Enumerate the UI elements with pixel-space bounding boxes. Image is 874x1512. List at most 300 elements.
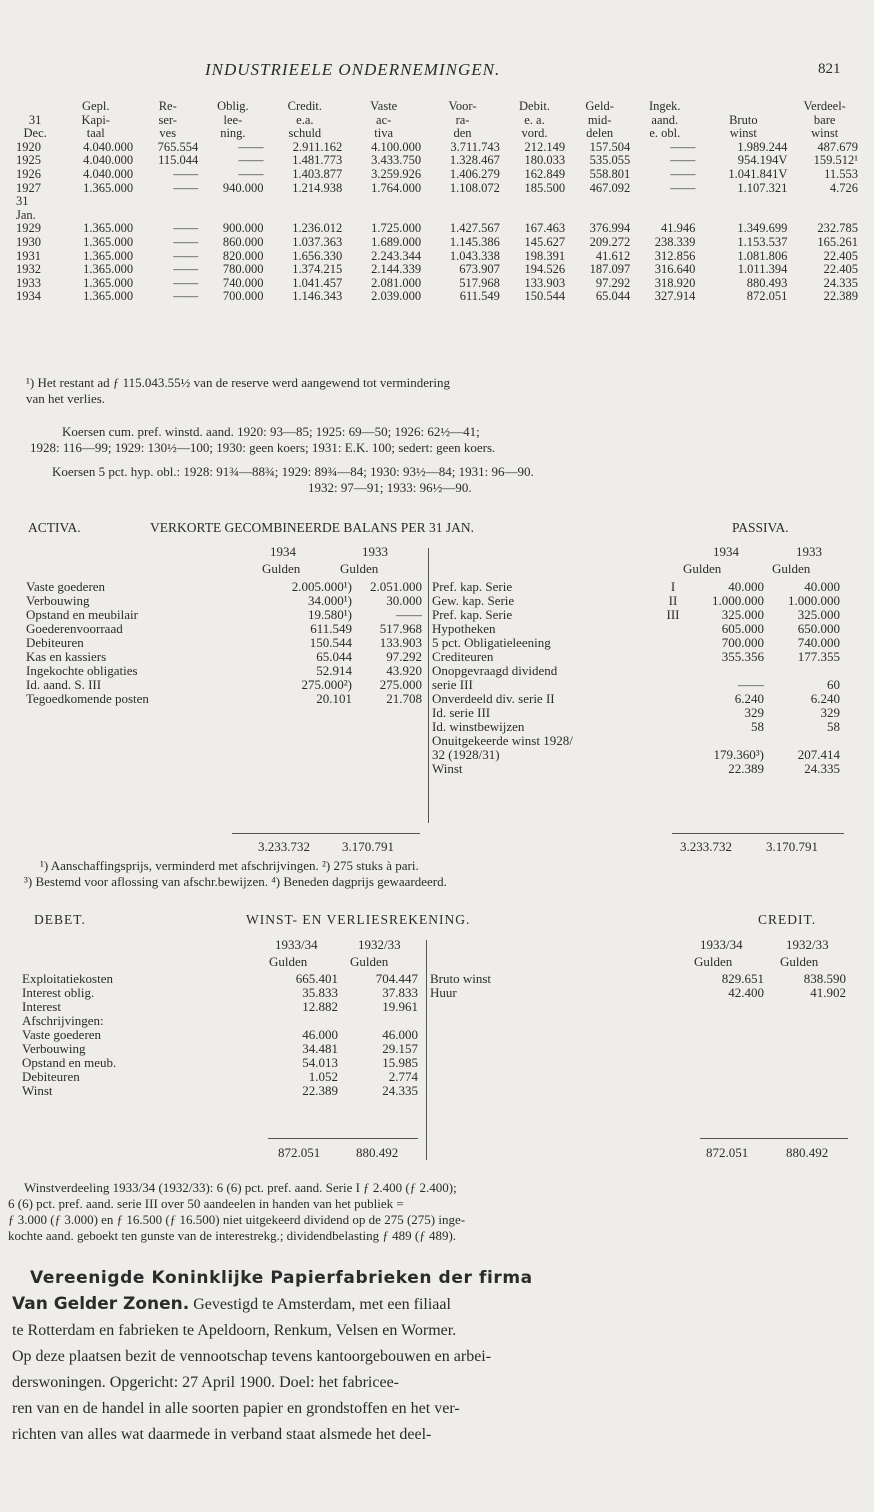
pl-credit-row [428, 972, 848, 986]
stats-cell: 2.039.000 [371, 289, 422, 304]
stats-cell: 318.920 [654, 275, 696, 290]
pl-title: WINST- EN VERLIESREKENING. [246, 912, 471, 927]
stats-cell: 150.544 [524, 289, 566, 304]
pl-debet-label: Interest [22, 999, 61, 1014]
pl-debet-table [20, 972, 420, 1098]
stats-cell: 1932 [16, 262, 41, 277]
activa-label: Verbouwing [26, 593, 90, 608]
page-header-title: INDUSTRIEELE ONDERNEMINGEN. [205, 60, 501, 79]
passiva-value-1933 [766, 664, 842, 678]
passiva-label: Gew. kap. Serie [432, 593, 515, 608]
pl-debet-total-b: 880.492 [356, 1145, 399, 1160]
stats-row [14, 141, 860, 155]
stats-header-cell: ac- [376, 112, 392, 127]
stats-cell: 41.946 [660, 221, 696, 236]
stats-cell: 22.405 [823, 248, 858, 263]
balance-left-year-2: 1933 [362, 544, 388, 559]
pl-debet-label: DEBET. [34, 912, 86, 927]
stats-header-cell: e.a. [296, 112, 314, 127]
pl-credit-label: CREDIT. [758, 912, 817, 927]
activa-row [24, 650, 424, 664]
stats-cell: 159.512¹ [813, 153, 858, 168]
activa-value-1933: 43.920 [386, 663, 422, 678]
passiva-value-1934 [690, 664, 766, 678]
stats-cell: 1.365.000 [83, 234, 134, 249]
pl-debet-value-a: 35.833 [302, 985, 338, 1000]
stats-cell: 872.051 [746, 289, 788, 304]
pl-credit-value-a: 829.651 [721, 971, 764, 986]
balance-left-unit-2: Gulden [340, 561, 379, 576]
stats-row [14, 168, 860, 182]
stats-header-cell: aand. [651, 112, 679, 127]
stats-cell: 1.041.457 [292, 275, 343, 290]
stats-cell: 1.107.321 [737, 180, 788, 195]
activa-row [24, 678, 424, 692]
stats-cell: —— [173, 234, 199, 249]
passiva-value-1934: 325.000 [721, 607, 764, 622]
stats-cell: 4.040.000 [83, 139, 134, 154]
stats-cell: 780.000 [222, 262, 264, 277]
stats-cell: 2.144.339 [371, 262, 422, 277]
passiva-row [430, 720, 842, 734]
stats-cell: 1.108.072 [449, 180, 500, 195]
stats-header-cell: Bruto [729, 112, 758, 127]
stats-cell: 1930 [16, 234, 41, 249]
stats-header-cell: schuld [288, 126, 322, 141]
passiva-label: Onuitgekeerde winst 1928/ [432, 733, 573, 748]
stats-header-row [14, 100, 860, 114]
activa-row [24, 622, 424, 636]
passiva-value-1934: 6.240 [734, 691, 764, 706]
stats-header-cell: delen [586, 126, 614, 141]
passiva-value-1933 [766, 734, 842, 748]
page-number: 821 [818, 61, 841, 77]
stats-header-cell: taal [86, 126, 105, 141]
stats-cell: 1934 [16, 289, 41, 304]
stats-cell: 162.849 [524, 166, 566, 181]
stats-cell: 3.711.743 [450, 139, 500, 154]
passiva-row [430, 734, 842, 748]
passiva-serie: III [666, 607, 680, 622]
pl-credit-value-a: 42.400 [728, 985, 764, 1000]
stats-cell: 1.153.537 [737, 234, 788, 249]
stats-cell: —— [670, 139, 696, 154]
pl-debet-value-b: 29.157 [382, 1041, 418, 1056]
stats-cell: 198.391 [524, 248, 566, 263]
pl-debet-row [20, 1084, 420, 1098]
stats-header-row [14, 114, 860, 128]
stats-cell: 1926 [16, 166, 41, 181]
stats-row [14, 222, 860, 236]
stats-header-cell: mid- [587, 112, 612, 127]
activa-value-1934: 65.044 [316, 649, 352, 664]
stats-header-cell: winst [729, 126, 757, 141]
winstverdeeling-line-4: kochte aand. geboekt ten gunste van de interestrekg.; dividendbelasting ƒ 489 (ƒ 489). [8, 1228, 457, 1243]
activa-label: Vaste goederen [26, 579, 106, 594]
stats-cell: 1.689.000 [371, 234, 422, 249]
stats-cell: 1.328.467 [449, 153, 500, 168]
pl-credit-label: Huur [430, 985, 457, 1000]
stats-header-date: 31 [28, 112, 42, 127]
stats-cell: 3.259.926 [371, 166, 422, 181]
stats-header-date: Dec. [23, 126, 47, 141]
passiva-label: Pref. kap. Serie [432, 607, 513, 622]
passiva-row [430, 762, 842, 776]
pl-debet-value-a: 665.401 [295, 971, 338, 986]
stats-cell: 900.000 [222, 221, 264, 236]
activa-value-1933: 517.968 [379, 621, 422, 636]
passiva-serie [656, 636, 690, 650]
pl-debet-row [20, 972, 420, 986]
stats-cell: 238.339 [654, 234, 696, 249]
balance-right-unit-2: Gulden [772, 561, 811, 576]
stats-cell: —— [173, 248, 199, 263]
pl-credit-value-b: 838.590 [803, 971, 846, 986]
passiva-serie [656, 622, 690, 636]
stats-cell: 860.000 [222, 234, 264, 249]
passiva-label: Onopgevraagd dividend [432, 663, 558, 678]
passiva-value-1934: 179.360³) [713, 747, 764, 762]
pl-left-year-1: 1933/34 [275, 937, 318, 952]
stats-header-cell: bare [813, 112, 836, 127]
pl-debet-label: Winst [22, 1083, 53, 1098]
pl-credit-value-b: 41.902 [810, 985, 846, 1000]
stats-cell: 232.785 [817, 221, 858, 236]
passiva-label: Crediteuren [432, 649, 494, 664]
pl-debet-value-a: 54.013 [302, 1055, 338, 1070]
passiva-value-1933: 325.000 [797, 607, 840, 622]
stats-cell: 11.553 [824, 166, 858, 181]
stats-cell: 1.403.877 [292, 166, 343, 181]
passiva-value-1934: 329 [744, 705, 764, 720]
passiva-label: Winst [432, 761, 463, 776]
stats-header-cell: Gepl. [82, 99, 110, 113]
balance-title: VERKORTE GECOMBINEERDE BALANS PER 31 JAN. [150, 520, 474, 535]
stats-cell: 1.214.938 [292, 180, 343, 195]
stats-row [14, 277, 860, 291]
passiva-label: serie III [432, 677, 473, 692]
stats-cell: 487.679 [817, 139, 858, 154]
stats-cell: 700.000 [222, 289, 264, 304]
activa-value-1934: 2.005.000¹) [291, 579, 352, 594]
activa-value-1934: 19.580¹) [308, 607, 352, 622]
passiva-total-1934: 3.233.732 [680, 839, 732, 854]
stats-cell: 1.656.330 [292, 248, 343, 263]
passiva-row [430, 748, 842, 762]
stats-cell: —— [238, 153, 264, 168]
passiva-total-rule [672, 833, 844, 834]
company-line-2: Op deze plaatsen bezit de vennootschap tevens kantoorgebouwen en arbei- [12, 1348, 492, 1365]
activa-label: Ingekochte obligaties [26, 663, 138, 678]
pl-left-unit-2: Gulden [350, 954, 389, 969]
stats-row [14, 250, 860, 264]
stats-header-cell: Geld- [585, 99, 614, 113]
pl-debet-value-b [340, 1014, 420, 1028]
pl-debet-row [20, 1070, 420, 1084]
passiva-value-1934: 40.000 [728, 579, 764, 594]
stats-cell: 820.000 [222, 248, 264, 263]
pl-right-year-2: 1932/33 [786, 937, 829, 952]
passiva-row [430, 622, 842, 636]
pl-credit-label: Bruto winst [430, 971, 492, 986]
stats-cell: 185.500 [524, 180, 566, 195]
stats-cell: —— [173, 289, 199, 304]
stats-header-cell: e. a. [524, 112, 545, 127]
activa-row [24, 664, 424, 678]
stats-row [14, 290, 860, 304]
koersen-line-4: 1932: 97—91; 1933: 96½—90. [308, 480, 472, 495]
activa-value-1934: 150.544 [309, 635, 352, 650]
balance-right-unit-1: Gulden [683, 561, 722, 576]
stats-cell: —— [173, 262, 199, 277]
stats-jan-label: 31 [16, 194, 29, 209]
stats-cell: 1.764.000 [371, 180, 422, 195]
stats-cell: 1.725.000 [371, 221, 422, 236]
stats-row [14, 154, 860, 168]
passiva-label: 5 pct. Obligatieleening [432, 635, 551, 650]
passiva-serie [656, 692, 690, 706]
pl-debet-row [20, 1042, 420, 1056]
pl-debet-value-b: 15.985 [382, 1055, 418, 1070]
stats-jan-row [14, 209, 860, 223]
pl-debet-row [20, 1014, 420, 1028]
passiva-serie: I [670, 579, 676, 594]
passiva-value-1934: —— [738, 677, 764, 692]
stats-cell: 97.292 [595, 275, 631, 290]
stats-cell: 312.856 [654, 248, 696, 263]
activa-total-1933: 3.170.791 [342, 839, 394, 854]
stats-row [14, 182, 860, 196]
pl-credit-total-rule [700, 1138, 848, 1139]
passiva-serie [656, 664, 690, 678]
stats-cell: 1931 [16, 248, 41, 263]
stats-jan-row [14, 195, 860, 209]
pl-debet-value-a: 1.052 [308, 1069, 338, 1084]
passiva-row [430, 594, 842, 608]
pl-credit-total-b: 880.492 [786, 1145, 829, 1160]
passiva-value-1933: 177.355 [797, 649, 840, 664]
passiva-value-1933: 24.335 [804, 761, 840, 776]
passiva-value-1933: 40.000 [804, 579, 840, 594]
passiva-serie [656, 748, 690, 762]
balance-passiva-label: PASSIVA. [732, 520, 789, 535]
financial-history-table [14, 100, 860, 304]
stats-cell: 1.989.244 [737, 139, 788, 154]
company-line-4: ren van en de handel in alle soorten papier en grondstoffen en het ver- [12, 1400, 460, 1417]
passiva-serie [656, 734, 690, 748]
activa-total-rule [232, 833, 420, 834]
stats-header-cell: Credit. [287, 99, 323, 113]
pl-credit-total-a: 872.051 [706, 1145, 749, 1160]
passiva-serie [656, 762, 690, 776]
passiva-label: Onverdeeld div. serie II [432, 691, 555, 706]
stats-jan-label: Jan. [16, 207, 36, 222]
stats-cell: 327.914 [654, 289, 696, 304]
activa-value-1934: 52.914 [316, 663, 352, 678]
passiva-value-1934: 58 [751, 719, 764, 734]
passiva-serie [656, 720, 690, 734]
activa-value-1934: 34.000¹) [308, 593, 352, 608]
activa-row [24, 692, 424, 706]
stats-cell: —— [670, 166, 696, 181]
pl-debet-value-b: 704.447 [375, 971, 418, 986]
company-name-line-1: Vereenigde Koninklijke Papierfabrieken der firma [30, 1268, 533, 1288]
pl-debet-value-a [260, 1014, 340, 1028]
stats-header-cell: ser- [158, 112, 177, 127]
stats-header-cell: Ingek. [648, 99, 681, 113]
activa-label: Goederenvoorraad [26, 621, 123, 636]
stats-cell: 167.463 [524, 221, 566, 236]
passiva-value-1933: 1.000.000 [788, 593, 840, 608]
stats-cell: 1925 [16, 153, 41, 168]
stats-header-cell: lee- [223, 112, 243, 127]
stats-cell: 1.145.386 [449, 234, 500, 249]
stats-header-cell: Oblig. [217, 99, 249, 113]
stats-cell: 940.000 [222, 180, 264, 195]
stats-cell: 467.092 [589, 180, 631, 195]
stats-cell: 880.493 [746, 275, 788, 290]
activa-label: Opstand en meubilair [26, 607, 138, 622]
pl-left-unit-1: Gulden [269, 954, 308, 969]
stats-cell: 1.146.343 [292, 289, 343, 304]
stats-cell: 180.033 [524, 153, 566, 168]
pl-debet-total-a: 872.051 [278, 1145, 321, 1160]
stats-row [14, 236, 860, 250]
stats-cell: 1927 [16, 180, 41, 195]
passiva-value-1933: 6.240 [810, 691, 840, 706]
stats-header-cell: e. obl. [649, 126, 681, 141]
stats-cell: 673.907 [459, 262, 500, 277]
stats-cell: 22.405 [823, 262, 858, 277]
passiva-label: Pref. kap. Serie [432, 579, 513, 594]
stats-header-cell: Re- [158, 99, 177, 113]
stats-cell: 3.433.750 [371, 153, 422, 168]
stats-cell: —— [173, 166, 199, 181]
pl-debet-row [20, 1056, 420, 1070]
stats-cell: 165.261 [817, 234, 858, 249]
stats-cell: 1.037.363 [292, 234, 343, 249]
stats-header-cell: ves [159, 126, 177, 141]
passiva-value-1933: 207.414 [797, 747, 840, 762]
pl-debet-row [20, 1000, 420, 1014]
stats-cell: 2.243.344 [371, 248, 422, 263]
stats-cell: 1.365.000 [83, 289, 134, 304]
stats-header-cell: ning. [220, 126, 246, 141]
pl-right-unit-2: Gulden [780, 954, 819, 969]
stats-cell: 1933 [16, 275, 41, 290]
pl-debet-label: Verbouwing [22, 1041, 86, 1056]
company-location: Gevestigd te Amsterdam, met een filiaal [189, 1296, 451, 1313]
stats-cell: 41.612 [595, 248, 631, 263]
balance-footnote-1: ¹) Aanschaffingsprijs, verminderd met afschrijvingen. ²) 275 stuks à pari. [40, 858, 419, 873]
stats-cell: 1.374.215 [292, 262, 343, 277]
pl-debet-value-a: 22.389 [302, 1083, 338, 1098]
activa-label: Id. aand. S. III [26, 677, 102, 692]
activa-value-1933: 133.903 [379, 635, 422, 650]
koersen-line-1: Koersen cum. pref. winstd. aand. 1920: 93—85; 1925: 69—50; 1926: 62½—41; [62, 424, 480, 439]
passiva-label: Id. serie III [432, 705, 491, 720]
activa-value-1933: 21.708 [386, 691, 422, 706]
pl-right-unit-1: Gulden [694, 954, 733, 969]
passiva-serie [656, 678, 690, 692]
stats-cell: 4.726 [829, 180, 858, 195]
stats-cell: 954.194V [737, 153, 788, 168]
passiva-row [430, 706, 842, 720]
stats-cell: 209.272 [589, 234, 631, 249]
activa-value-1933: 30.000 [386, 593, 422, 608]
pl-right-year-1: 1933/34 [700, 937, 743, 952]
pl-debet-value-b: 37.833 [382, 985, 418, 1000]
activa-value-1933: 97.292 [386, 649, 422, 664]
company-line-1: te Rotterdam en fabrieken te Apeldoorn, Renkum, Velsen en Wormer. [12, 1322, 457, 1339]
stats-cell: —— [670, 180, 696, 195]
passiva-row [430, 608, 842, 622]
balance-activa-label: ACTIVA. [28, 520, 81, 535]
passiva-serie [656, 650, 690, 664]
stats-cell: 535.055 [589, 153, 631, 168]
stats-cell: 194.526 [524, 262, 566, 277]
activa-total-1934: 3.233.732 [258, 839, 310, 854]
stats-cell: 133.903 [524, 275, 566, 290]
pl-debet-value-b: 2.774 [388, 1069, 418, 1084]
passiva-row [430, 580, 842, 594]
winstverdeeling-line-1: Winstverdeeling 1933/34 (1932/33): 6 (6) pct. pref. aand. Serie I ƒ 2.400 (ƒ 2.400); [24, 1180, 457, 1195]
pl-left-year-2: 1932/33 [358, 937, 401, 952]
stats-cell: 1.041.841V [728, 166, 788, 181]
passiva-value-1934: 22.389 [728, 761, 764, 776]
activa-value-1934: 611.549 [310, 621, 352, 636]
stats-cell: 4.040.000 [83, 153, 134, 168]
pl-debet-row [20, 986, 420, 1000]
stats-header-cell: tiva [374, 126, 394, 141]
pl-debet-total-rule [268, 1138, 418, 1139]
stats-cell: 1.365.000 [83, 275, 134, 290]
stats-header-cell: Kapi- [81, 112, 110, 127]
passiva-value-1933: 60 [827, 677, 840, 692]
stats-cell: 4.100.000 [371, 139, 422, 154]
balance-divider [428, 548, 429, 823]
stats-footnote-line-1: ¹) Het restant ad ƒ 115.043.55½ van de reserve werd aangewend tot vermindering [26, 375, 450, 390]
pl-debet-value-b: 46.000 [382, 1027, 418, 1042]
passiva-value-1933: 650.000 [797, 621, 840, 636]
passiva-value-1934: 605.000 [721, 621, 764, 636]
stats-cell: —— [238, 166, 264, 181]
stats-cell: 1.365.000 [83, 262, 134, 277]
passiva-row [430, 678, 842, 692]
stats-cell: 22.389 [823, 289, 858, 304]
pl-debet-value-a: 12.882 [302, 999, 338, 1014]
activa-label: Tegoedkomende posten [26, 691, 149, 706]
stats-cell: —— [173, 275, 199, 290]
stats-cell: 1.481.773 [292, 153, 343, 168]
company-line-5: richten van alles wat daarmede in verband staat alsmede het deel- [12, 1426, 432, 1443]
pl-divider [426, 940, 427, 1160]
activa-value-1934: 20.101 [316, 691, 352, 706]
stats-cell: 157.504 [589, 139, 631, 154]
passiva-table [430, 580, 842, 776]
pl-debet-label: Afschrijvingen: [22, 1013, 104, 1028]
stats-cell: 1.043.338 [449, 248, 500, 263]
pl-debet-label: Interest oblig. [22, 985, 95, 1000]
balance-left-unit-1: Gulden [262, 561, 301, 576]
stats-cell: —— [173, 221, 199, 236]
passiva-row [430, 650, 842, 664]
stats-cell: —— [670, 153, 696, 168]
pl-credit-table [428, 972, 848, 1000]
pl-debet-label: Exploitatiekosten [22, 971, 113, 986]
pl-debet-row [20, 1028, 420, 1042]
passiva-value-1933: 329 [820, 705, 840, 720]
